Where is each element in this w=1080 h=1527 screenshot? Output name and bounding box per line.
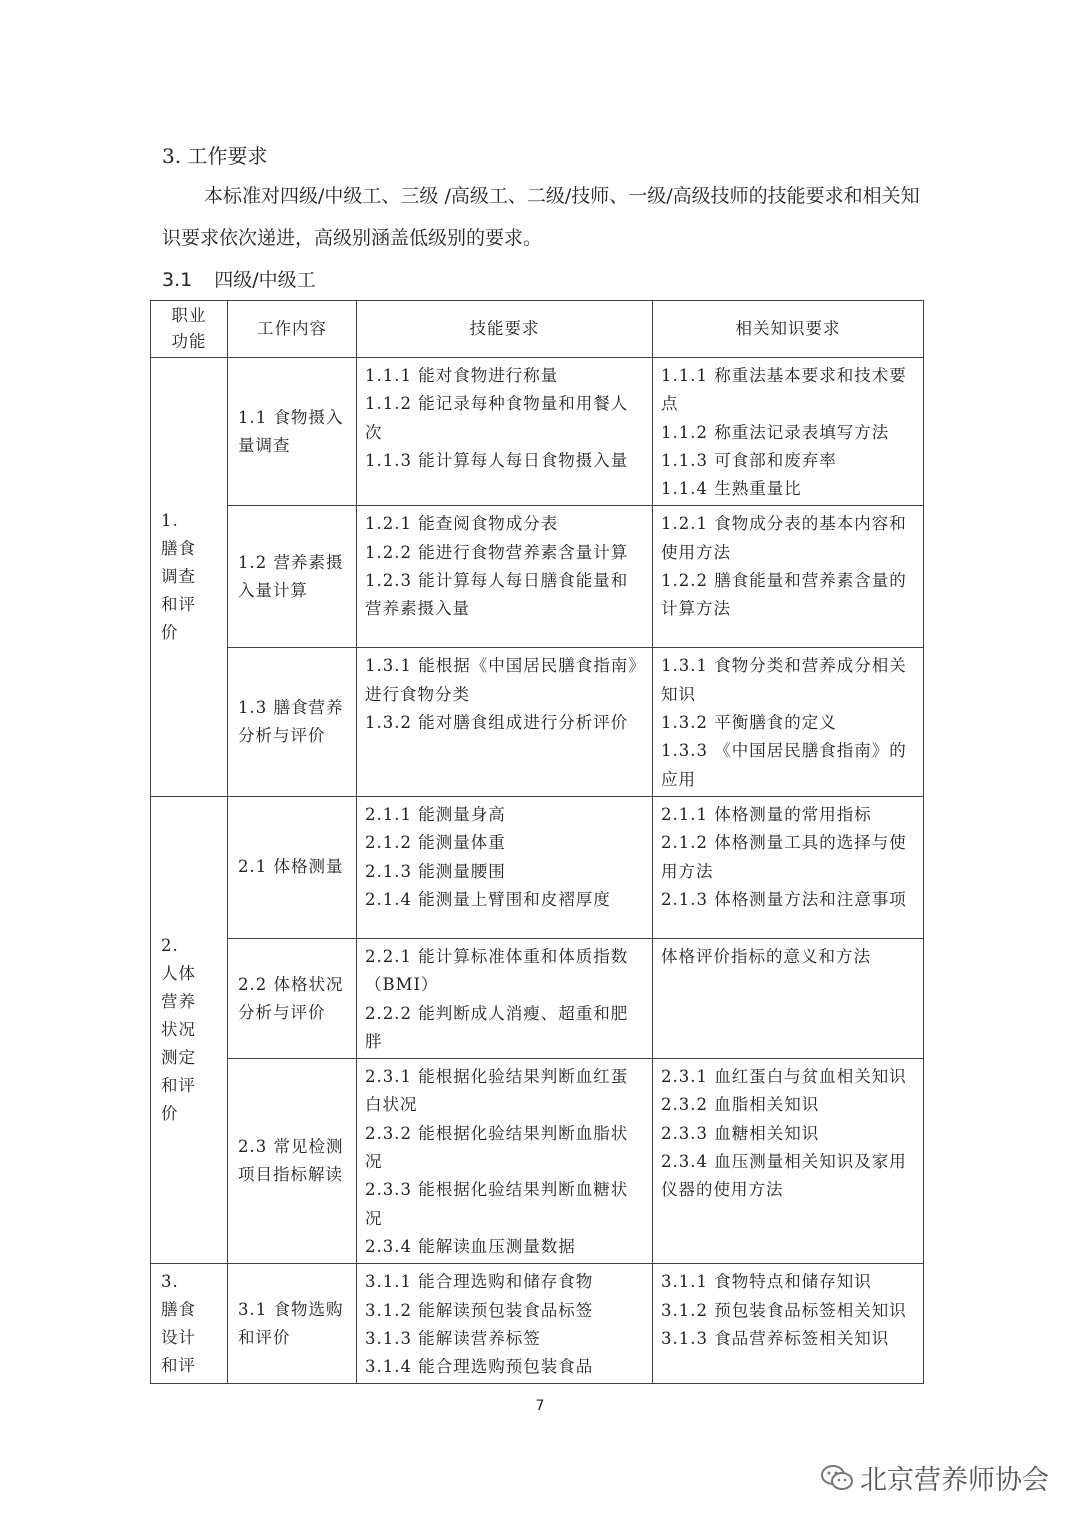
skill-item: 1.2.2 能进行食物营养素含量计算 (365, 542, 629, 562)
column-header: 工作内容 (228, 301, 357, 358)
knowledge-cell (653, 796, 924, 938)
work-content-cell: 1.3 膳食营养分析与评价 (228, 648, 357, 796)
knowledge-cell (653, 938, 924, 1058)
knowledge-cell (653, 1264, 924, 1384)
watermark (820, 1458, 1049, 1497)
skill-item: 2.2.1 能计算标准体重和体质指数（BMI） (365, 946, 629, 995)
subsection-title: 四级/中级工 (214, 269, 316, 291)
knowledge-item: 1.3.2 平衡膳食的定义 (661, 713, 837, 733)
work-content-cell: 3.1 食物选购和评价 (228, 1264, 357, 1384)
skill-item: 3.1.4 能合理选购预包装食品 (365, 1357, 594, 1377)
column-header: 职业 功能 (151, 301, 228, 358)
skill-item: 1.2.3 能计算每人每日膳食能量和营养素摄入量 (365, 571, 629, 619)
skill-item: 2.1.1 能测量身高 (365, 804, 506, 824)
knowledge-item: 2.3.4 血压测量相关知识及家用仪器的使用方法 (661, 1152, 907, 1200)
knowledge-item: 2.1.3 体格测量方法和注意事项 (661, 889, 907, 909)
knowledge-item: 2.1.2 体格测量工具的选择与使用方法 (661, 833, 907, 881)
skill-cell (357, 1059, 653, 1264)
skill-item: 2.3.1 能根据化验结果判断血红蛋白状况 (365, 1067, 629, 1115)
skill-item: 2.1.3 能测量腰围 (365, 861, 506, 881)
skill-item: 1.3.1 能根据《中国居民膳食指南》进行食物分类 (365, 656, 638, 704)
knowledge-item: 1.2.1 食物成分表的基本内容和使用方法 (661, 514, 907, 562)
work-content-cell: 1.2 营养素摄入量计算 (228, 506, 357, 648)
knowledge-item: 3.1.1 食物特点和储存知识 (661, 1272, 872, 1292)
skill-cell (357, 796, 653, 938)
skill-item: 1.1.1 能对食物进行称量 (365, 366, 559, 385)
watermark-text: 北京营养师协会 (860, 1465, 1049, 1496)
knowledge-item: 1.1.2 称重法记录表填写方法 (661, 422, 890, 442)
column-header: 技能要求 (357, 301, 653, 358)
function-cell: 3. 膳食 设计 和评 (151, 1264, 228, 1384)
skill-item: 2.3.2 能根据化验结果判断血脂状况 (365, 1123, 629, 1172)
work-content-cell: 1.1 食物摄入量调查 (228, 358, 357, 506)
knowledge-item: 1.3.1 食物分类和营养成分相关知识 (661, 656, 907, 704)
knowledge-item: 1.3.3 《中国居民膳食指南》的应用 (661, 741, 907, 789)
wechat-icon (820, 1463, 854, 1493)
table-row (151, 1059, 924, 1264)
table-header-row (151, 301, 924, 358)
knowledge-item: 2.3.1 血红蛋白与贫血相关知识 (661, 1067, 907, 1087)
section-heading: 3. 工作要求 (162, 144, 268, 168)
table-row (151, 506, 924, 648)
knowledge-item: 1.1.1 称重法基本要求和技术要点 (661, 366, 907, 414)
skill-item: 3.1.3 能解读营养标签 (365, 1328, 541, 1348)
knowledge-cell (653, 1059, 924, 1264)
skill-item: 2.2.2 能判断成人消瘦、超重和肥胖 (365, 1003, 629, 1051)
table-row (151, 1264, 924, 1384)
skill-item: 2.1.2 能测量体重 (365, 833, 506, 853)
subsection-heading (162, 265, 316, 292)
knowledge-cell (653, 358, 924, 506)
knowledge-item: 1.1.3 可食部和废弃率 (661, 450, 837, 470)
skill-cell (357, 506, 653, 648)
table-row (151, 938, 924, 1058)
knowledge-item: 体格评价指标的意义和方法 (661, 946, 871, 966)
work-content-cell: 2.1 体格测量 (228, 796, 357, 938)
requirements-table (150, 300, 924, 1384)
work-content-cell: 2.3 常见检测项目指标解读 (228, 1059, 357, 1264)
skill-item: 1.1.3 能计算每人每日食物摄入量 (365, 450, 629, 470)
table-row (151, 358, 924, 506)
knowledge-item: 3.1.3 食品营养标签相关知识 (661, 1328, 890, 1348)
subsection-number: 3.1 (162, 269, 193, 291)
function-cell: 1. 膳食 调查 和评 价 (151, 358, 228, 797)
knowledge-item: 1.2.2 膳食能量和营养素含量的计算方法 (661, 571, 907, 619)
skill-item: 3.1.1 能合理选购和储存食物 (365, 1272, 594, 1292)
column-header: 相关知识要求 (653, 301, 924, 358)
knowledge-item: 2.3.2 血脂相关知识 (661, 1095, 820, 1115)
skill-item: 3.1.2 能解读预包装食品标签 (365, 1300, 594, 1320)
page-number: 7 (535, 1398, 545, 1414)
knowledge-cell (653, 506, 924, 648)
skill-item: 2.3.3 能根据化验结果判断血糖状况 (365, 1180, 629, 1228)
work-content-cell: 2.2 体格状况分析与评价 (228, 938, 357, 1058)
knowledge-item: 1.1.4 生熟重量比 (661, 479, 802, 499)
knowledge-item: 2.1.1 体格测量的常用指标 (661, 804, 872, 824)
skill-item: 2.3.4 能解读血压测量数据 (365, 1236, 576, 1256)
skill-cell (357, 648, 653, 796)
skill-item: 2.1.4 能测量上臂围和皮褶厚度 (365, 889, 611, 909)
intro-paragraph: 本标准对四级/中级工、三级 /高级工、二级/技师、一级/高级技师的技能要求和相关知识要求依次递进，高级别涵盖低级别的要求。 (162, 185, 920, 249)
skill-item: 1.3.2 能对膳食组成进行分析评价 (365, 713, 629, 733)
knowledge-cell (653, 648, 924, 796)
knowledge-item: 2.3.3 血糖相关知识 (661, 1123, 820, 1143)
skill-cell (357, 938, 653, 1058)
skill-cell (357, 1264, 653, 1384)
skill-item: 1.1.2 能记录每种食物量和用餐人次 (365, 394, 629, 442)
table-row (151, 648, 924, 796)
skill-cell (357, 358, 653, 506)
knowledge-item: 3.1.2 预包装食品标签相关知识 (661, 1300, 907, 1320)
skill-item: 1.2.1 能查阅食物成分表 (365, 514, 559, 534)
table-row (151, 796, 924, 938)
function-cell: 2. 人体 营养 状况 测定 和评 价 (151, 796, 228, 1263)
